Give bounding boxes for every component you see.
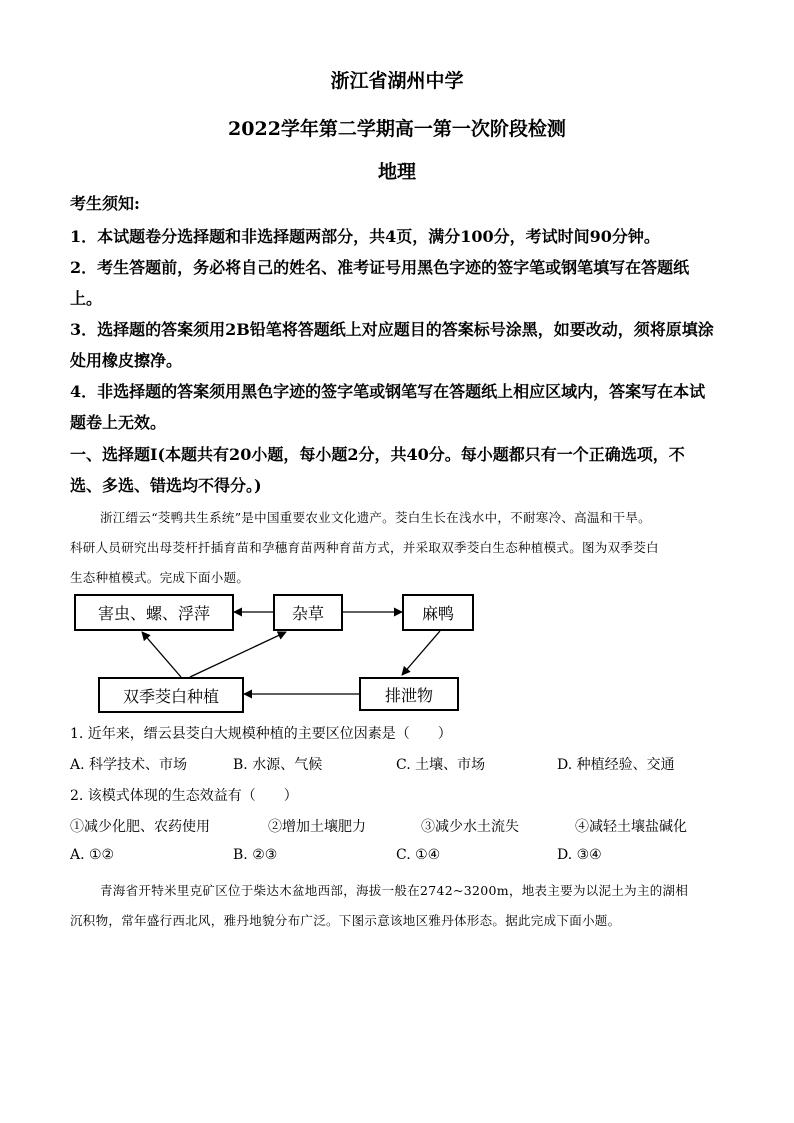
box-weeds: 杂草 <box>273 594 343 631</box>
option-d: D. ③④ <box>557 847 602 863</box>
notice-line: 上。 <box>70 289 103 308</box>
section-heading: 一、选择题Ⅰ(本题共有20小题，每小题2分，共40分。每小题都只有一个正确选项，不 <box>70 445 685 464</box>
box-pests: 害虫、螺、浮萍 <box>74 594 234 631</box>
notice-line: 处用橡皮擦净。 <box>70 351 183 370</box>
statement: ③减少水土流失 <box>421 819 519 835</box>
statement: ④减轻土壤盐碱化 <box>575 819 687 835</box>
question-stem: 1. 近年来，缙云县茭白大规模种植的主要区位因素是（ ） <box>70 726 452 742</box>
option-a: A. 科学技术、市场 <box>70 757 188 773</box>
school-title: 浙江省湖州中学 <box>330 70 464 92</box>
exam-title: 2022学年第二学期高一第一次阶段检测 <box>228 118 566 140</box>
passage-line: 沉积物，常年盛行西北风，雅丹地貌分布广泛。下图示意该地区雅丹体形态。据此完成下面小题。 <box>70 913 621 928</box>
box-ducks: 麻鸭 <box>402 594 474 631</box>
notice-line: 4．非选择题的答案须用黑色字迹的签字笔或钢笔写在答题纸上相应区域内，答案写在本试 <box>70 382 706 401</box>
subject-title: 地理 <box>377 161 416 183</box>
option-a: A. ①② <box>70 847 115 863</box>
box-excreta: 排泄物 <box>359 677 459 711</box>
statement: ②增加土壤肥力 <box>268 819 366 835</box>
passage-line: 生态种植模式。完成下面小题。 <box>70 570 250 585</box>
option-c: C. 土壤、市场 <box>396 757 486 773</box>
box-planting: 双季茭白种植 <box>98 677 244 713</box>
notice-line: 1．本试题卷分选择题和非选择题两部分，共4页，满分100分，考试时间90分钟。 <box>70 227 660 246</box>
question-stem: 2. 该模式体现的生态效益有（ ） <box>70 788 298 804</box>
arrow-ducks-to-excreta <box>402 631 440 675</box>
notice-line: 3．选择题的答案须用2B铅笔将答题纸上对应题目的答案标号涂黑，如要改动，须将原填涂 <box>70 320 714 339</box>
passage-line: 青海省开特米里克矿区位于柴达木盆地西部，海拔一般在2742~3200m，地表主要为以泥土为主的湖相 <box>100 883 689 898</box>
option-c: C. ①④ <box>396 847 441 863</box>
notice-line: 题卷上无效。 <box>70 413 167 432</box>
option-b: B. 水源、气候 <box>233 757 323 773</box>
notice-line: 2．考生答题前，务必将自己的姓名、准考证号用黑色字迹的签字笔或钢笔填写在答题纸 <box>70 258 690 277</box>
statement: ①减少化肥、农药使用 <box>70 819 210 835</box>
notice-heading: 考生须知: <box>70 194 140 213</box>
passage-line: 科研人员研究出母茭杆扦插育苗和孕穗育苗两种育苗方式，并采取双季茭白生态种植模式。图为双季茭白 <box>70 540 659 555</box>
arrow-planting-to-pests <box>142 632 181 677</box>
section-heading: 选、多选、错选均不得分。) <box>70 476 262 495</box>
passage-line: 浙江缙云“茭鸭共生系统”是中国重要农业文化遗产。茭白生长在浅水中，不耐寒冷、高温和干旱。 <box>100 510 651 525</box>
option-d: D. 种植经验、交通 <box>557 757 675 773</box>
option-b: B. ②③ <box>233 847 278 863</box>
arrow-planting-to-weeds <box>190 632 286 677</box>
